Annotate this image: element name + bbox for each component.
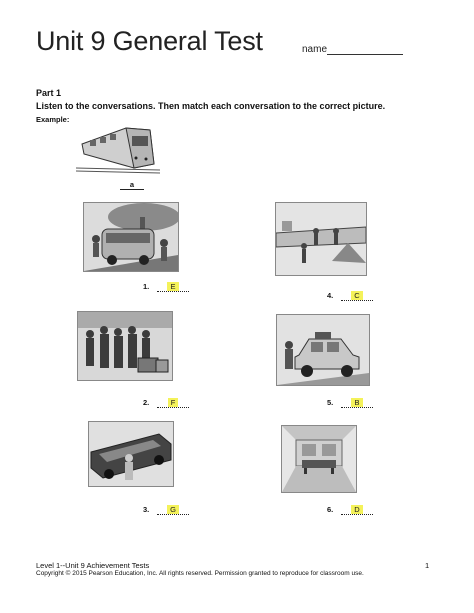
item-number: 4. [327, 291, 334, 300]
answer-blank[interactable] [341, 505, 373, 515]
train-icon [76, 124, 160, 174]
answer-item-5 [327, 398, 373, 408]
answer-item-6 [327, 505, 373, 515]
item-number: 5. [327, 398, 334, 407]
answer-blank[interactable] [157, 398, 189, 408]
item-number: 1. [143, 282, 150, 291]
part-title: Part 1 [36, 88, 62, 98]
answer-letter: F [168, 398, 179, 407]
answer-blank[interactable] [157, 505, 189, 515]
example-label: Example: [36, 115, 70, 124]
item-number: 2. [143, 398, 150, 407]
answer-blank[interactable] [157, 282, 189, 292]
name-label: name [302, 44, 328, 55]
crowd-luggage-icon [77, 311, 173, 381]
answer-letter: E [167, 282, 178, 291]
answer-item-3 [143, 505, 189, 515]
answer-letter: C [351, 291, 362, 300]
airplane-boarding-icon [275, 202, 367, 276]
page-number: 1 [425, 561, 430, 570]
item-number: 3. [143, 505, 150, 514]
footer-level: Level 1--Unit 9 Achievement Tests [36, 561, 150, 570]
waiting-room-icon [281, 425, 357, 493]
answer-letter: B [351, 398, 362, 407]
answer-item-2 [143, 398, 189, 408]
answer-blank[interactable] [341, 398, 373, 408]
footer-copyright: Copyright © 2015 Pearson Education, Inc. All rights reserved. Permission granted to reproduce for classroom use. [36, 570, 364, 577]
answer-item-4 [327, 291, 373, 301]
tour-bus-icon [83, 202, 179, 272]
answer-letter: G [167, 505, 179, 514]
example-answer: a [120, 180, 144, 190]
answer-blank[interactable] [341, 291, 373, 301]
item-number: 6. [327, 505, 334, 514]
answer-item-1 [143, 282, 189, 292]
answer-letter: D [351, 505, 362, 514]
limousine-icon [88, 421, 174, 487]
name-field-line[interactable] [327, 54, 403, 55]
instructions: Listen to the conversations. Then match each conversation to the correct picture. [36, 101, 386, 111]
taxi-icon [276, 314, 370, 386]
page-title: Unit 9 General Test [36, 26, 263, 56]
